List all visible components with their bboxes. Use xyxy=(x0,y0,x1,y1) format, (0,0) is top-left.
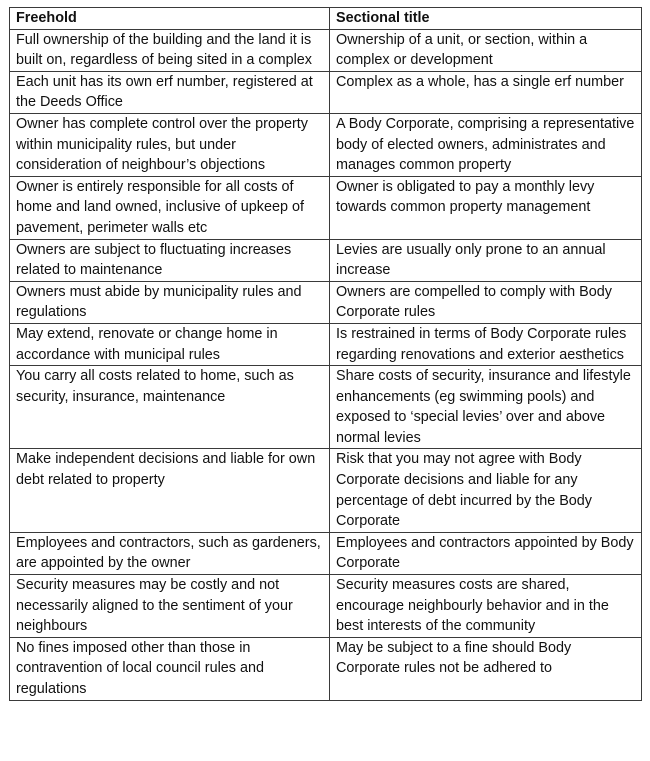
sectional-title-cell: May be subject to a fine should Body Corporate rules not be adhered to xyxy=(330,637,642,700)
sectional-title-cell: Levies are usually only prone to an annual increase xyxy=(330,239,642,281)
sectional-title-cell: Risk that you may not agree with Body Corporate decisions and liable for any percentage of debt incurred by the Body Corporate xyxy=(330,449,642,532)
table-row xyxy=(10,71,642,113)
table-row xyxy=(10,575,642,638)
freehold-cell: Full ownership of the building and the land it is built on, regardless of being sited in a complex xyxy=(10,29,330,71)
freehold-cell: Owners are subject to fluctuating increases related to maintenance xyxy=(10,239,330,281)
freehold-cell: Security measures may be costly and not necessarily aligned to the sentiment of your neighbours xyxy=(10,575,330,638)
table-row xyxy=(10,449,642,532)
sectional-title-cell: Employees and contractors appointed by Body Corporate xyxy=(330,532,642,574)
table-row xyxy=(10,239,642,281)
header-sectional-title: Sectional title xyxy=(330,8,642,30)
table-row xyxy=(10,176,642,239)
sectional-title-cell: Share costs of security, insurance and lifestyle enhancements (eg swimming pools) and exposed to ‘special levies’ over and above normal levies xyxy=(330,366,642,449)
comparison-table xyxy=(9,7,642,701)
table-row xyxy=(10,366,642,449)
freehold-cell: Employees and contractors, such as gardeners, are appointed by the owner xyxy=(10,532,330,574)
table-row xyxy=(10,29,642,71)
header-row xyxy=(10,8,642,30)
table-row xyxy=(10,532,642,574)
sectional-title-cell: Owner is obligated to pay a monthly levy towards common property management xyxy=(330,176,642,239)
table-row xyxy=(10,113,642,176)
table-row xyxy=(10,281,642,323)
freehold-cell: May extend, renovate or change home in accordance with municipal rules xyxy=(10,323,330,365)
sectional-title-cell: Owners are compelled to comply with Body Corporate rules xyxy=(330,281,642,323)
freehold-cell: No fines imposed other than those in contravention of local council rules and regulations xyxy=(10,637,330,700)
sectional-title-cell: Complex as a whole, has a single erf number xyxy=(330,71,642,113)
sectional-title-cell: Is restrained in terms of Body Corporate rules regarding renovations and exterior aesthetics xyxy=(330,323,642,365)
table-row xyxy=(10,323,642,365)
freehold-cell: Make independent decisions and liable for own debt related to property xyxy=(10,449,330,532)
sectional-title-cell: A Body Corporate, comprising a representative body of elected owners, administrates and manages common property xyxy=(330,113,642,176)
freehold-cell: Each unit has its own erf number, registered at the Deeds Office xyxy=(10,71,330,113)
freehold-cell: Owners must abide by municipality rules and regulations xyxy=(10,281,330,323)
table-row xyxy=(10,637,642,700)
sectional-title-cell: Security measures costs are shared, encourage neighbourly behavior and in the best interests of the community xyxy=(330,575,642,638)
freehold-cell: Owner has complete control over the property within municipality rules, but under consideration of neighbour’s objections xyxy=(10,113,330,176)
freehold-cell: Owner is entirely responsible for all costs of home and land owned, inclusive of upkeep of pavement, perimeter walls etc xyxy=(10,176,330,239)
header-freehold: Freehold xyxy=(10,8,330,30)
freehold-cell: You carry all costs related to home, such as security, insurance, maintenance xyxy=(10,366,330,449)
sectional-title-cell: Ownership of a unit, or section, within a complex or development xyxy=(330,29,642,71)
